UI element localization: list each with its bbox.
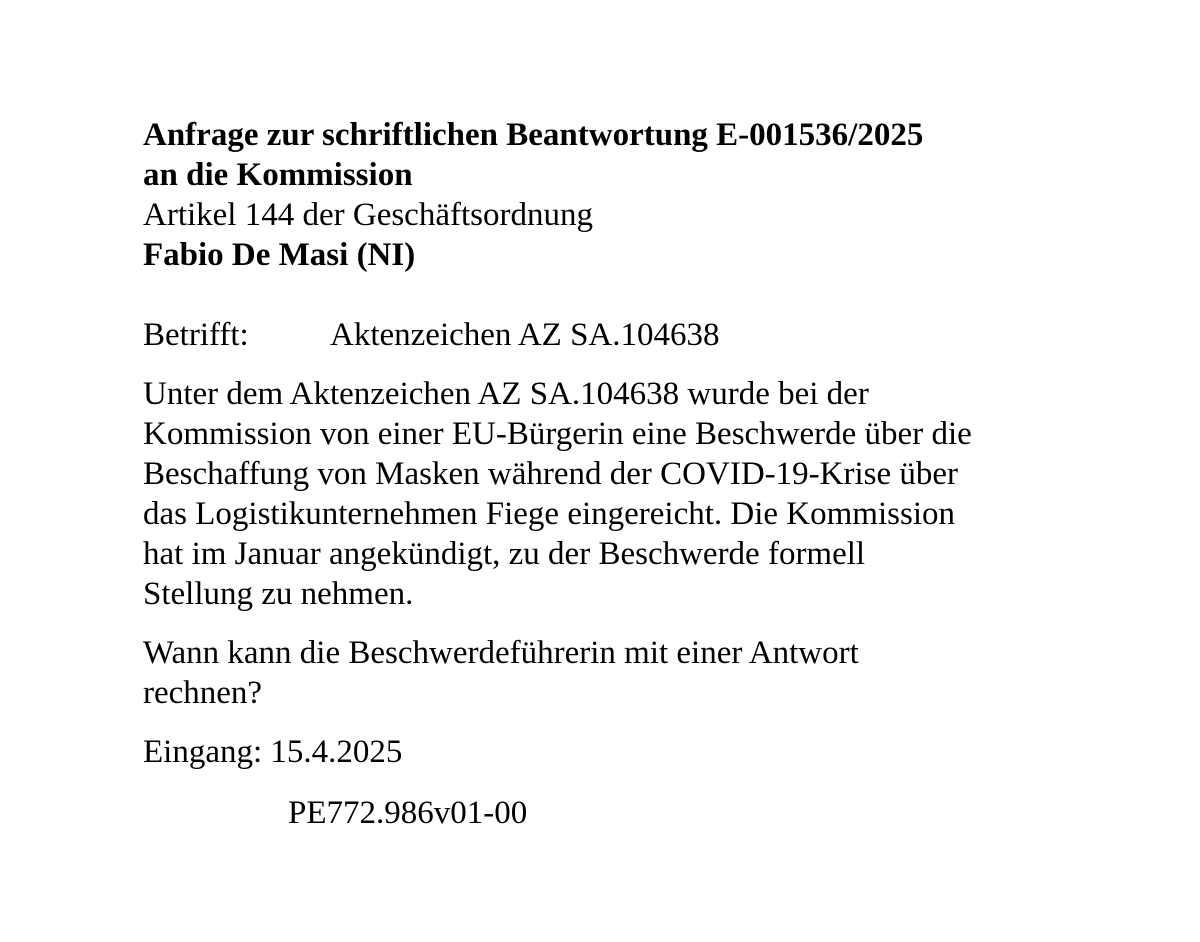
body-paragraph-1 xyxy=(143,374,1163,614)
subject-row xyxy=(143,315,1163,355)
receipt-date: Eingang: 15.4.2025 xyxy=(143,734,403,770)
paragraph-line: rechnen? xyxy=(143,675,263,711)
author-name: Fabio De Masi (NI) xyxy=(143,237,416,273)
addressee: an die Kommission xyxy=(143,157,413,193)
subject-label: Betrifft: xyxy=(143,317,249,353)
paragraph-line: Kommission von einer EU-Bürgerin eine Beschwerde über die xyxy=(143,416,972,452)
body-paragraph-2 xyxy=(143,633,1163,713)
paragraph-line: Stellung zu nehmen. xyxy=(143,576,414,612)
question-title: Anfrage zur schriftlichen Beantwortung E-001536/2025 xyxy=(143,117,924,153)
document-header xyxy=(143,115,1163,275)
document-reference: PE772.986v01-00 xyxy=(288,795,528,831)
paragraph-line: das Logistikunternehmen Fiege eingereicht. Die Kommission xyxy=(143,496,955,532)
rule-reference: Artikel 144 der Geschäftsordnung xyxy=(143,197,593,233)
paragraph-line: Wann kann die Beschwerdeführerin mit einer Antwort xyxy=(143,635,859,671)
paragraph-line: Unter dem Aktenzeichen AZ SA.104638 wurde bei der xyxy=(143,376,869,412)
paragraph-line: hat im Januar angekündigt, zu der Beschwerde formell xyxy=(143,536,866,572)
document xyxy=(143,115,1163,833)
subject-value: Aktenzeichen AZ SA.104638 xyxy=(330,317,720,353)
paragraph-line: Beschaffung von Masken während der COVID-19-Krise über xyxy=(143,456,958,492)
